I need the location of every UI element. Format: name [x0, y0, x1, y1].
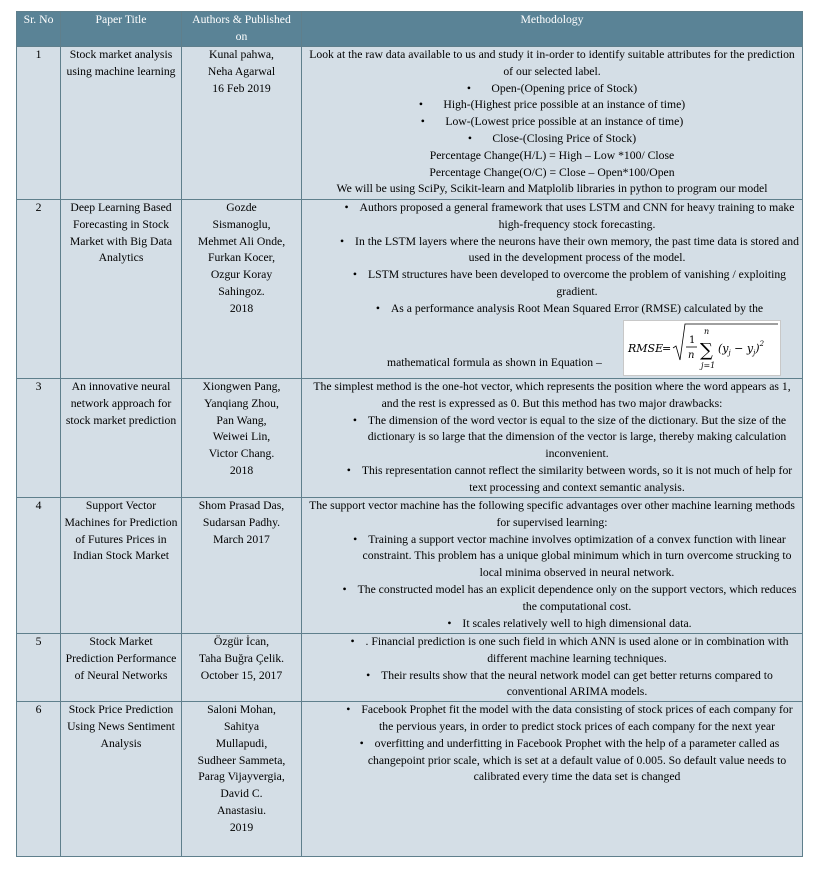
bullet-glyph: •: [420, 115, 425, 129]
author-line: Xiongwen Pang,: [202, 380, 281, 393]
bullet-glyph: •: [466, 81, 471, 95]
sr-no-cell: 1: [17, 47, 61, 200]
author-line: Taha Buğra Çelik.: [198, 651, 285, 665]
sr-no-cell: 3: [17, 379, 61, 498]
author-line: Özgür İcan,: [213, 635, 270, 648]
author-line: Parag Vijayvergia,: [198, 770, 285, 784]
method-bullet: [305, 200, 799, 234]
methodology-cell: [302, 200, 803, 379]
method-bullet: [305, 668, 799, 702]
author-line: Saloni Mohan,: [207, 703, 276, 717]
rmse-equation-line: [305, 318, 799, 374]
formula-term-y: (y: [718, 341, 729, 355]
sr-no-cell: 5: [17, 634, 61, 702]
method-bullet: [305, 413, 799, 463]
publish-date: 2018: [229, 463, 254, 477]
method-line: Percentage Change(H/L) = High – Low *100/ Close: [429, 148, 675, 162]
header-methodology: Methodology: [302, 12, 803, 47]
bullet-glyph: •: [418, 98, 423, 112]
formula-close: ): [755, 341, 760, 355]
formula-sum-bottom: j=1: [701, 360, 716, 370]
author-line: Mehmet Ali Onde,: [197, 234, 286, 248]
formula-sum-top: n: [704, 326, 710, 336]
literature-review-table: [16, 11, 803, 857]
bullet-text: Authors proposed a general framework that uses LSTM and CNN for heavy training to make high-frequency stock forecasting.: [359, 201, 795, 231]
header-row: [17, 12, 803, 47]
bullet-text: Their results show that the neural network model can get better returns compared to conventional ARIMA models.: [381, 668, 773, 699]
bullet-glyph: •: [353, 532, 358, 546]
methodology-cell: [302, 47, 803, 200]
author-line: Weiwei Lin,: [212, 430, 271, 444]
method-bullet: [305, 234, 799, 268]
methodology-cell: [302, 498, 803, 634]
author-line: Furkan Kocer,: [207, 251, 276, 265]
bullet-glyph: •: [340, 234, 345, 248]
rmse-formula-image: [623, 320, 781, 376]
paper-title-cell: Deep Learning Based Forecasting in Stock Market with Big Data Analytics: [61, 200, 182, 379]
author-line: Pan Wang,: [216, 413, 267, 427]
bullet-text: It scales relatively well to high dimensional data.: [462, 616, 692, 630]
author-line: Victor Chang.: [208, 447, 275, 461]
bullet-glyph: •: [352, 413, 357, 427]
method-bullet: [305, 301, 799, 318]
header-authors: Authors & Published on: [182, 12, 302, 47]
sr-no-cell: 2: [17, 200, 61, 379]
header-sr-no: Sr. No: [17, 12, 61, 47]
paper-title-cell: Stock market analysis using machine learning: [61, 47, 182, 200]
method-bullet: [305, 131, 799, 148]
table-row: [17, 498, 803, 634]
author-line: Sahitya: [223, 719, 260, 733]
method-bullet: [305, 616, 799, 633]
formula-frac-num: 1: [689, 334, 696, 346]
publish-date: 2018: [229, 301, 254, 315]
author-line: Ozgur Koray: [210, 268, 273, 282]
authors-cell: [182, 379, 302, 498]
bullet-text: Facebook Prophet fit the model with the data consisting of stock prices of each company for the pervious years, in order to predict stock prices of each company for the next year: [361, 703, 793, 733]
publish-date: March 2017: [213, 532, 270, 546]
method-intro: The simplest method is the one-hot vector, which represents the position where the word appears as 1, and the rest is expressed as 0. But this method has two major drawbacks:: [313, 380, 791, 410]
method-intro: Look at the raw data available to us and study it in-order to identify suitable attributes for the prediction of our selected label.: [309, 48, 795, 78]
formula-exp: 2: [759, 339, 765, 348]
paper-title-cell: Stock Price Prediction Using News Sentiment Analysis: [61, 702, 182, 857]
authors-cell: [182, 498, 302, 634]
table-row: [17, 200, 803, 379]
table-row: [17, 379, 803, 498]
method-bullet: [305, 634, 799, 668]
svg-text:∑: ∑: [700, 339, 713, 361]
bullet-glyph: •: [366, 668, 371, 682]
author-line: David C.: [220, 787, 263, 801]
method-bullet: [305, 81, 799, 98]
author-line: Shom Prasad Das,: [198, 499, 285, 512]
bullet-text: . Financial prediction is one such field in which ANN is used alone or in combination with different machine learning techniques.: [365, 635, 789, 665]
author-line: Neha Agarwal: [207, 64, 276, 78]
method-bullet: [305, 114, 799, 131]
bullet-text: overfitting and underfitting in Facebook Prophet with the help of a parameter called as changepoint prior scale, which is set at a default value of 0.005. So default value needs to calibrated every time the data set is changed: [367, 736, 787, 784]
paper-title-cell: Stock Market Prediction Performance of Neural Networks: [61, 634, 182, 702]
table-row: [17, 702, 803, 857]
publish-date: October 15, 2017: [200, 668, 283, 682]
author-line: Mullapudi,: [215, 736, 268, 750]
sr-no-cell: 4: [17, 498, 61, 634]
bullet-glyph: •: [352, 268, 358, 282]
method-line: Percentage Change(O/C) = Close – Open*100/Open: [429, 165, 675, 179]
paper-title-cell: An innovative neural network approach for stock market prediction: [61, 379, 182, 498]
author-line: Anastasiu.: [216, 803, 266, 817]
authors-cell: [182, 702, 302, 857]
bullet-glyph: •: [344, 201, 349, 214]
methodology-cell: [302, 379, 803, 498]
method-bullet: [305, 97, 799, 114]
bullet-text: High-(Highest price possible at an instance of time): [443, 98, 686, 112]
method-bullet: [305, 736, 799, 786]
formula-sub-j: j: [728, 348, 731, 357]
bullet-text: Low-(Lowest price possible at an instance of time): [445, 115, 684, 129]
sr-no-cell: 6: [17, 702, 61, 857]
bullet-text: As a performance analysis Root Mean Squared Error (RMSE) calculated by the: [390, 301, 764, 315]
bullet-text: Training a support vector machine involves optimization of a convex function with linear constraint. This problem has a unique global minimum which in turn overcome strucking to local minima observed in neural network.: [362, 532, 792, 580]
author-line: Yanqiang Zhou,: [204, 396, 279, 410]
method-bullet: [305, 582, 799, 616]
method-bullet: [305, 532, 799, 582]
bullet-glyph: •: [346, 703, 351, 717]
formula-frac-den: n: [688, 349, 695, 361]
author-line: Sudarsan Padhy.: [202, 515, 281, 529]
bullet-text: Close-(Closing Price of Stock): [492, 131, 637, 145]
table-row: [17, 47, 803, 200]
bullet-text: The dimension of the word vector is equal to the size of the dictionary. But the size of the dictionary is so large that the dimension of the vector is large, thereby making calculation inconvenient.: [367, 413, 787, 461]
authors-cell: [182, 634, 302, 702]
bullet-glyph: •: [375, 301, 380, 315]
method-bullet: [305, 267, 799, 301]
bullet-glyph: •: [342, 582, 347, 596]
paper-title-cell: Support Vector Machines for Prediction of Futures Prices in Indian Stock Market: [61, 498, 182, 634]
bullet-glyph: •: [359, 736, 364, 750]
header-paper-title: Paper Title: [61, 12, 182, 47]
formula-lhs: RMSE: [628, 341, 664, 355]
authors-cell: [182, 47, 302, 200]
methodology-cell: [302, 702, 803, 857]
formula-caption: mathematical formula as shown in Equation –: [387, 355, 602, 369]
bullet-glyph: •: [346, 463, 351, 477]
publish-date: 16 Feb 2019: [212, 81, 271, 95]
table-row: [17, 634, 803, 702]
author-line: Sahingoz.: [218, 284, 265, 298]
method-line: We will be using SciPy, Scikit-learn and Matplolib libraries in python to program our model: [336, 182, 768, 196]
method-intro: The support vector machine has the following specific advantages over other machine learning methods for supervised learning:: [309, 499, 795, 529]
bullet-glyph: •: [447, 616, 452, 630]
formula-term: [718, 340, 765, 357]
bullet-text: LSTM structures have been developed to overcome the problem of vanishing / exploiting gradient.: [367, 268, 787, 298]
authors-cell: [182, 200, 302, 379]
bullet-glyph: •: [350, 635, 355, 648]
bullet-text: In the LSTM layers where the neurons have their own memory, the past time data is stored and used in the development process of the model.: [355, 234, 799, 265]
author-line: Kunal pahwa,: [209, 48, 274, 61]
author-line: Sudheer Sammeta,: [197, 753, 286, 767]
method-bullet: [305, 463, 799, 497]
method-bullet: [305, 702, 799, 736]
bullet-text: The constructed model has an explicit dependence only on the support vectors, which reduces the computational cost.: [357, 582, 797, 613]
methodology-cell: [302, 634, 803, 702]
formula-minus: − y: [730, 341, 754, 355]
bullet-text: This representation cannot reflect the similarity between words, so it is not much of help for text processing and context semantic analysis.: [361, 463, 793, 494]
bullet-glyph: •: [467, 131, 472, 145]
bullet-text: Open-(Opening price of Stock): [491, 81, 638, 95]
author-line: Sismanoglu,: [212, 217, 271, 231]
svg-text:=: =: [662, 341, 672, 355]
publish-date: 2019: [229, 820, 254, 834]
formula-sub-j2: j: [753, 348, 756, 357]
author-line: Gozde: [226, 201, 257, 214]
